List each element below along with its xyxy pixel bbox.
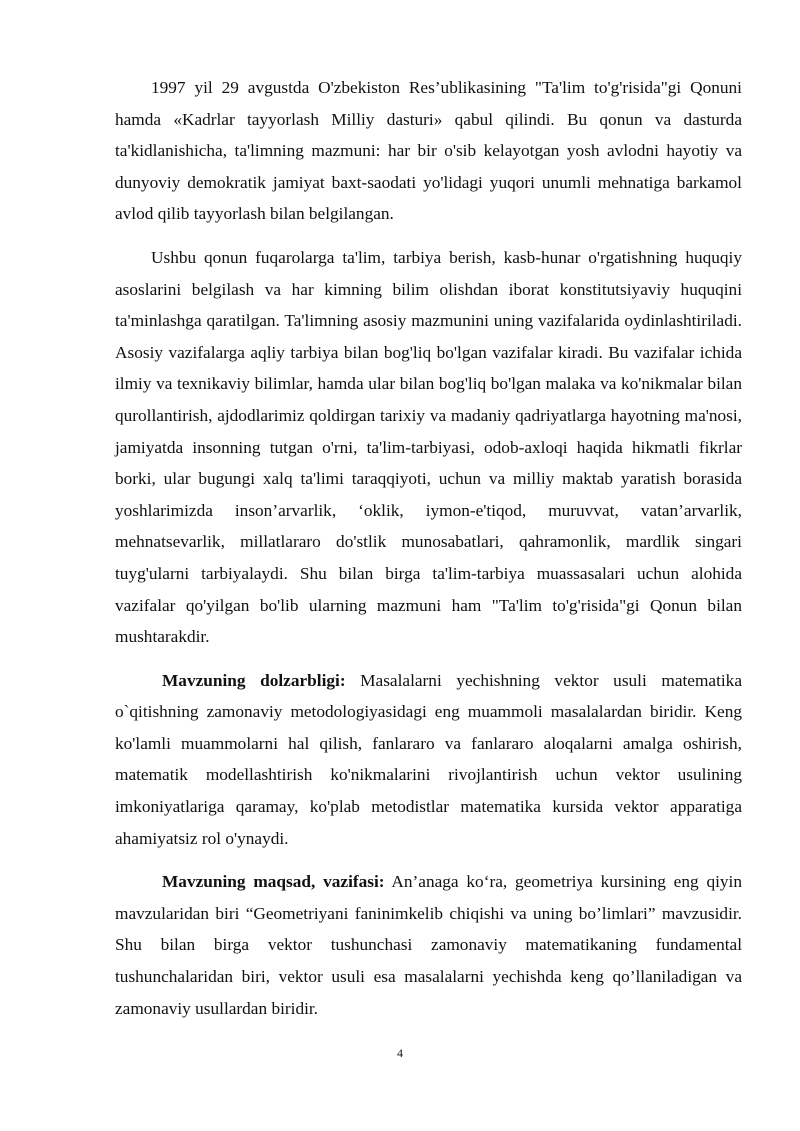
paragraph-text: Ushbu qonun fuqarolarga ta'lim, tarbiya berish, kasb-hunar o'rgatishning huquqiy asoslarini belgilash va har kimning bilim olishdan iborat konstitutsiyaviy huquqini ta'minlashga qaratilgan. Ta'limning asosiy mazmunini uning vazifalarida oydinlashtiriladi. Asosiy vazifalarga aqliy tarbiya bilan bog'liq bo'lgan vazifalar kiradi. Bu vazifalar ichida ilmiy va texnikaviy bilimlar, hamda ular bilan bog'liq bo'lgan malaka va ko'nikmalar bilan qurollantirish, ajdodlarimiz qoldirgan tarixiy va madaniy qadriyatlarga hayotning ma'nosi, jamiyatda insonning tutgan o'rni, ta'lim-tarbiyasi, odob-axloqi haqida hikmatli fikrlar borki, ular bugungi xalq ta'limi taraqqiyoti, uchun va milliy maktab yaratish borasida yoshlarimizda inson’arvarlik, ‘oklik, iymon-e'tiqod, muruvvat, vatan’arvarlik, mehnatsevarlik, millatlararo do'stlik munosabatlari, qahramonlik, mardlik singari tuyg'ularni tarbiyalaydi. Shu bilan birga ta'lim-tarbiya muassasalari uchun alohida vazifalar qo'yilgan bo'lib ularning mazmuni ham "Ta'lim to'g'risida"gi Qonun bilan mushtarakdir.	[115, 247, 742, 647]
body-text	[115, 72, 742, 1024]
paragraph-text: Masalalarni yechishning vektor usuli matematika o`qitishning zamonaviy metodologiyasidagi eng muammoli masalalardan biridir. Keng ko'lamli muammolarni hal qilish, fanlararo va fanlararo aloqalarni amalga oshirish, matematik modellashtirish ko'nikmalarini rivojlantirish uchun vektor usulining imkoniyatlariga qaramay, ko'plab metodistlar matematika kursida vektor apparatiga ahamiyatsiz rol o'ynaydi.	[115, 670, 742, 848]
paragraph-law-1997	[115, 72, 742, 230]
paragraph-text: An’anaga ko‘ra, geometriya kursining eng qiyin mavzularidan biri “Geometriyani faninimkelib chiqishi va uning bo’limlari” mavzusidir. Shu bilan birga vektor tushunchasi zamonaviy matematikaning fundamental tushunchalaridan biri, vektor usuli esa masalalarni yechishda keng qo’llaniladigan va zamonaviy usullardan biridir.	[115, 872, 742, 1018]
section-heading-relevance: Mavzuning dolzarbligi:	[162, 670, 346, 690]
paragraph-goal	[115, 866, 742, 1024]
paragraph-law-purpose	[115, 242, 742, 653]
section-heading-goal: Mavzuning maqsad, vazifasi:	[162, 872, 385, 892]
page-number: 4	[397, 1046, 403, 1060]
paragraph-relevance	[115, 665, 742, 855]
paragraph-text: 1997 yil 29 avgustda O'zbekiston Res’ublikasining "Ta'lim to'g'risida"gi Qonuni hamda «Kadrlar tayyorlash Milliy dasturi» qabul qilindi. Bu qonun va dasturda ta'kidlanishicha, ta'limning mazmuni: har bir o'sib kelayotgan yosh avlodni hayotiy va dunyoviy demokratik jamiyat baxt-saodati yo'lidagi yuqori unumli mehnatiga barkamol avlod qilib tayyorlash bilan belgilangan.	[115, 78, 742, 224]
